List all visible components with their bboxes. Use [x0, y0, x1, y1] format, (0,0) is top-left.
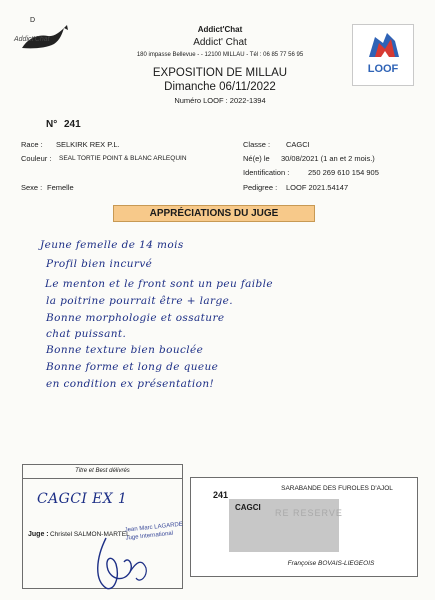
handwriting-line-7: Bonne texture bien bouclée	[46, 344, 204, 356]
handwriting-line-2: Profil bien incurvé	[46, 258, 153, 270]
corner-letter: D	[30, 17, 36, 24]
sexe-label: Sexe :	[21, 183, 43, 192]
reserve-number: 241	[213, 490, 229, 500]
club-logo-text: Addict'Chat	[14, 36, 50, 43]
loof-logo	[352, 24, 414, 86]
classe-label: Classe :	[243, 140, 271, 149]
ident-value: 250 269 610 154 905	[308, 168, 379, 177]
pedigree-value: LOOF 2021.54147	[286, 183, 349, 192]
nee-label: Né(e) le	[243, 154, 270, 163]
club-address: 180 impasse Bellevue - - 12100 MILLAU - Tél : 06 85 77 56 95	[136, 52, 304, 58]
club-logo	[14, 24, 74, 52]
judge-name: Christel SALMON-MARTEL	[50, 531, 130, 538]
handwriting-line-9: en condition ex présentation!	[46, 378, 215, 390]
handwriting-line-6: chat puissant.	[46, 328, 127, 340]
reserve-classe: CAGCI	[235, 503, 261, 512]
cat-number-label: N°	[46, 119, 58, 130]
race-value: SELKIRK REX P.L.	[56, 140, 120, 149]
loof-emblem-icon	[365, 29, 403, 61]
handwriting-line-3: Le menton et le front sont un peu faible	[45, 278, 274, 290]
reserve-breeder: Françoise BOVAIS-LIEGEOIS	[287, 560, 375, 567]
classe-value: CAGCI	[286, 140, 310, 149]
handwriting-line-1: Jeune femelle de 14 mois	[40, 239, 184, 251]
ident-label: Identification :	[243, 168, 290, 177]
club-name: Addict' Chat	[193, 37, 247, 48]
club-short-name: Addict'Chat	[197, 25, 243, 34]
handwriting-line-4: la poitrine pourrait être + large.	[46, 295, 233, 307]
reserve-box	[190, 477, 418, 577]
nee-value: 30/08/2021 (1 an et 2 mois.)	[281, 154, 375, 163]
race-label: Race :	[21, 140, 43, 149]
loof-logo-text: LOOF	[367, 63, 399, 75]
titles-box-header: Titre et Best délivrés	[23, 465, 182, 479]
judge-stamp: Jean Marc LAGARDE Juge International	[124, 521, 184, 542]
reserve-owner: SARABANDE DES FUROLES D'AJOL	[281, 485, 393, 492]
titles-handwritten: CAGCI EX 1	[37, 491, 128, 507]
reserve-watermark: RE RESERVE	[275, 508, 343, 518]
judge-label: Juge :	[28, 531, 49, 538]
expo-title: EXPOSITION DE MILLAU	[152, 67, 288, 79]
cat-number: 241	[64, 119, 81, 130]
expo-date: Dimanche 06/11/2022	[164, 81, 276, 93]
handwriting-line-5: Bonne morphologie et ossature	[46, 312, 225, 324]
sexe-value: Femelle	[47, 183, 74, 192]
handwriting-line-8: Bonne forme et long de queue	[46, 361, 219, 373]
appreciations-title: APPRÉCIATIONS DU JUGE	[113, 205, 315, 222]
couleur-value: SEAL TORTIE POINT & BLANC ARLEQUIN	[59, 155, 187, 162]
judge-signature-icon	[76, 518, 176, 593]
pedigree-label: Pedigree :	[243, 183, 278, 192]
couleur-label: Couleur :	[21, 154, 52, 163]
loof-number: Numéro LOOF : 2022-1394	[174, 96, 266, 105]
